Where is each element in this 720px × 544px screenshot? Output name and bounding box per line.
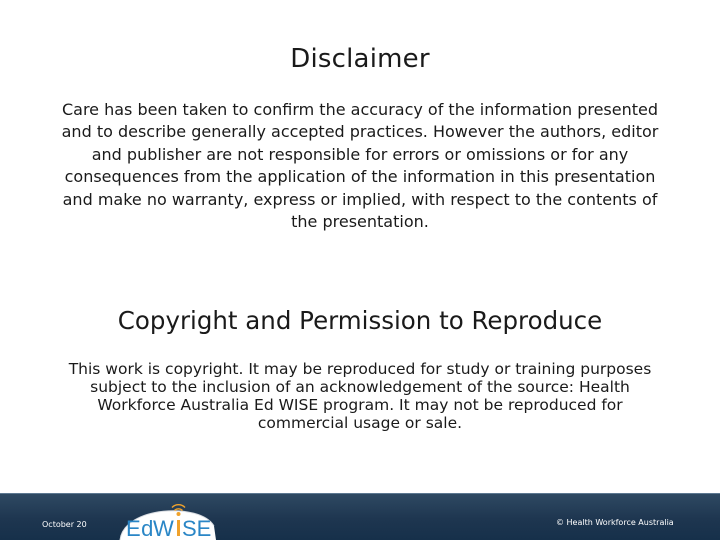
footer-highlight-line: [0, 493, 720, 494]
svg-text:Ed: Ed: [126, 516, 154, 540]
logo-i-stem: [177, 520, 180, 536]
svg-text:SE: SE: [182, 516, 212, 540]
disclaimer-text: Care has been taken to confirm the accuracy of the information presented and to describe generally accepted practices. However the authors, editor and publisher are not responsible for errors or omissions or for any consequences from the application of the information in this presentation and make no warranty, express or implied, with respect to the contents of the presentation.: [61, 100, 659, 232]
svg-text:W: W: [153, 516, 174, 540]
edwise-logo-graphic: [114, 496, 216, 540]
copyright-title: Copyright and Permission to Reproduce: [117, 306, 603, 335]
disclaimer-title: Disclaimer: [290, 44, 430, 74]
copyright-text: This work is copyright. It may be reproduced for study or training purposes subject to the inclusion of an acknowledgement of the source: Health Workforce Australia Ed WISE program. It may not be reproduced for commercial usage or sale.: [68, 360, 652, 432]
logo-i-dot: [177, 512, 181, 516]
edwise-logo: [114, 496, 216, 540]
footer-date: October 20: [42, 520, 87, 529]
footer-bar: [0, 493, 720, 540]
footer-copyright: © Health Workforce Australia: [556, 518, 674, 527]
